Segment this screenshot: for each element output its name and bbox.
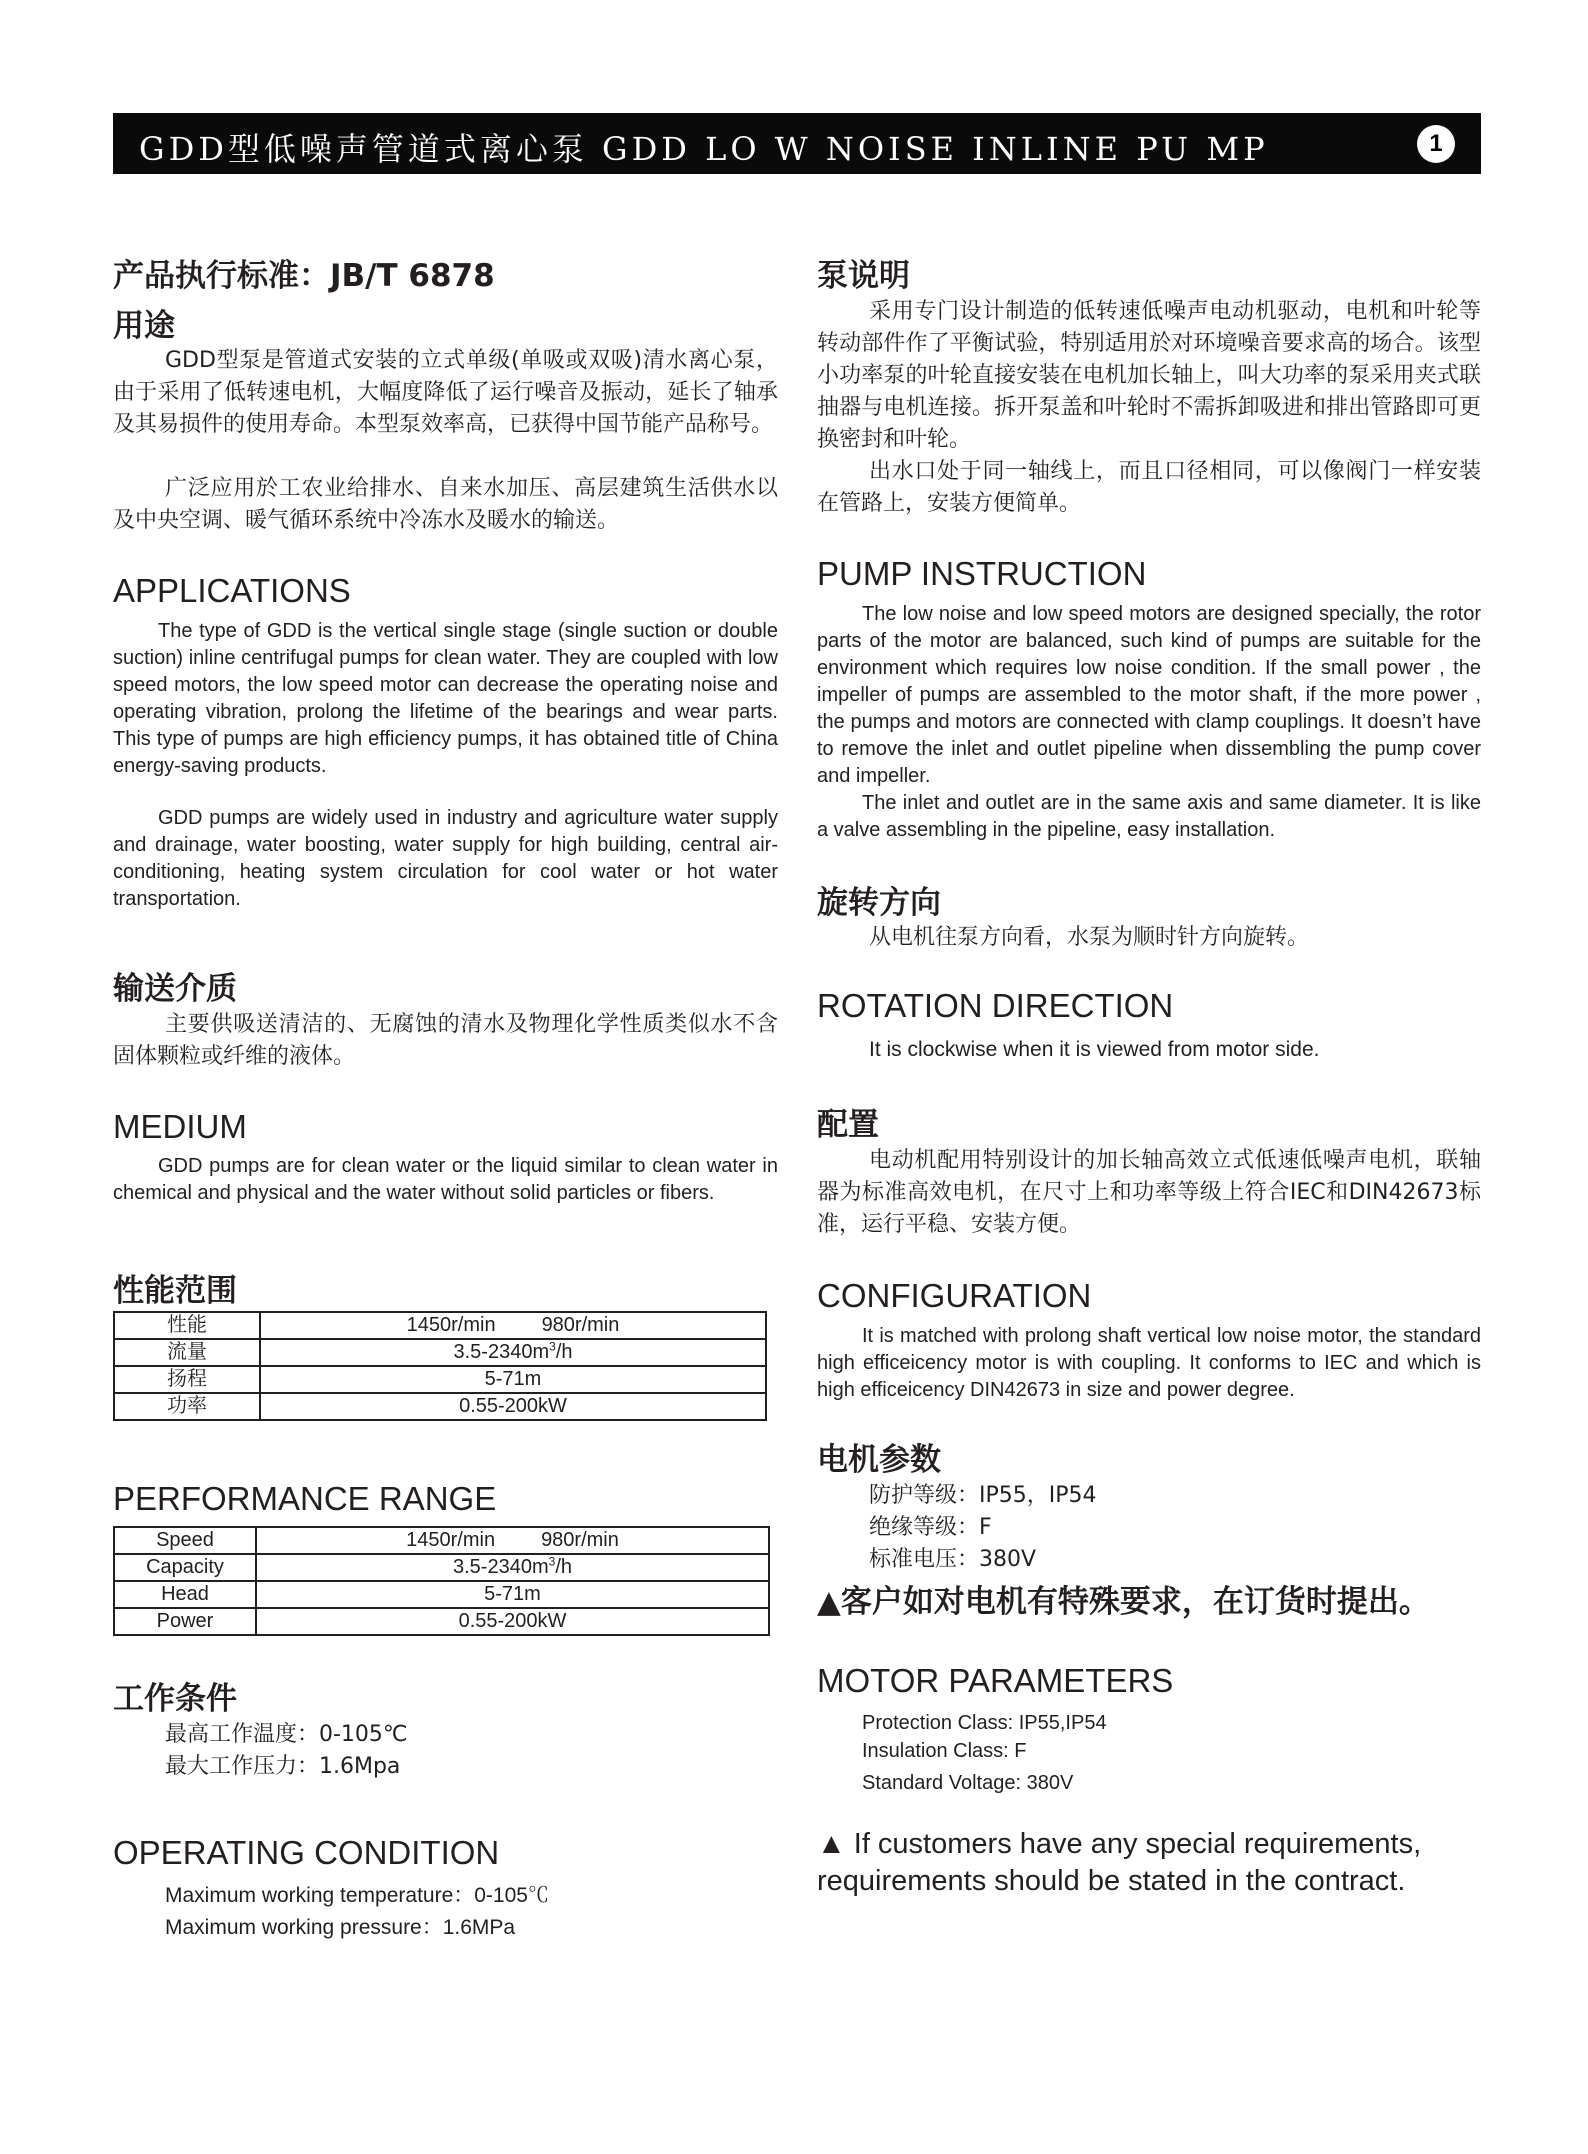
table-cell-label: Head <box>114 1581 256 1608</box>
table-cell-label: 功率 <box>114 1393 260 1420</box>
medium-zh-heading: 输送介质 <box>113 971 237 1007</box>
applications-heading: APPLICATIONS <box>113 572 351 609</box>
pump-zh-paragraph-2: 出水口处于同一轴线上，而且口径相同，可以像阀门一样安装在管路上，安装方便简单。 <box>817 459 1481 516</box>
motor-zh-voltage: 标准电压：380V <box>869 1547 1037 1572</box>
performance-zh-heading: 性能范围 <box>113 1273 237 1309</box>
motor-zh-heading: 电机参数 <box>817 1442 941 1478</box>
motor-en-heading: MOTOR PARAMETERS <box>817 1662 1174 1699</box>
table-row <box>114 1527 769 1554</box>
motor-zh-insulation: 绝缘等级：F <box>869 1515 992 1540</box>
applications-paragraph-1: The type of GDD is the vertical single stage (single suction or double suction) inline centrifugal pumps for clean water. They are coupled with low speed motors, the low speed motor can decrease the operating noise and operating vibration, prolong the lifetime of the bearings and wear parts. This type of pumps are high efficiency pumps, it has obtained title of China energy-saving products. <box>113 620 778 777</box>
table-cell-label: Power <box>114 1608 256 1635</box>
config-zh-paragraph: 电动机配用特别设计的加长轴高效立式低速低噪声电机，联轴器为标准高效电机，在尺寸上和功率等级上符合IEC和DIN42673标准，运行平稳、安装方便。 <box>817 1148 1481 1237</box>
notice-en: ▲ If customers have any special requirements, requirements should be stated in the contract. <box>817 1828 1422 1897</box>
performance-zh-table <box>113 1311 767 1421</box>
motor-en-voltage: Standard Voltage: 380V <box>862 1772 1074 1794</box>
table-cell-label: Capacity <box>114 1554 256 1581</box>
medium-en-heading: MEDIUM <box>113 1108 247 1145</box>
usage-paragraph-2: 广泛应用於工农业给排水、自来水加压、高层建筑生活供水以及中央空调、暖气循环系统中冷冻水及暖水的输送。 <box>113 476 778 533</box>
table-cell-value: $3.5-2340m^3/h$ <box>256 1554 769 1581</box>
pump-zh-paragraph-1: 采用专门设计制造的低转速低噪声电动机驱动，电机和叶轮等转动部件作了平衡试验，特别适用於对环境噪音要求高的场合。该型小功率泵的叶轮直接安装在电机加长轴上，叫大功率的泵采用夹式联抽器与电机连接。拆开泵盖和叶轮时不需拆卸吸进和排出管路即可更换密封和叶轮。 <box>817 299 1481 452</box>
medium-en-paragraph: GDD pumps are for clean water or the liquid similar to clean water in chemical and physical and the water without solid particles or fibers. <box>113 1155 778 1204</box>
table-cell-label: 性能 <box>114 1312 260 1339</box>
motor-zh-protection: 防护等级：IP55，IP54 <box>869 1483 1097 1508</box>
table-cell-label: 流量 <box>114 1339 260 1366</box>
table-row <box>114 1608 769 1635</box>
table-cell-value: $3.5-2340m^3/h$ <box>260 1339 766 1366</box>
table-row <box>114 1366 766 1393</box>
table-cell-value: 5-71m <box>260 1366 766 1393</box>
motor-en-protection: Protection Class: IP55,IP54 <box>862 1712 1107 1734</box>
standard-heading: 产品执行标准：JB/T 6878 <box>113 258 495 294</box>
performance-en-heading: PERFORMANCE RANGE <box>113 1480 497 1517</box>
notice-zh: ▲客户如对电机有特殊要求，在订货时提出。 <box>817 1584 1430 1620</box>
pump-en-paragraph-2: The inlet and outlet are in the same axis and same diameter. It is like a valve assembling in the pipeline, easy installation. <box>817 792 1481 841</box>
table-cell-value: 0.55-200kW <box>256 1608 769 1635</box>
table-row <box>114 1581 769 1608</box>
condition-en-heading: OPERATING CONDITION <box>113 1834 500 1871</box>
rotation-zh-heading: 旋转方向 <box>817 885 941 921</box>
usage-paragraph-1: GDD型泵是管道式安装的立式单级(单吸或双吸)清水离心泵，由于采用了低转速电机，大幅度降低了运行噪音及振动，延长了轴承及其易损件的使用寿命。本型泵效率高，已获得中国节能产品称号。 <box>113 348 778 437</box>
condition-zh-temperature: 最高工作温度：0-105℃ <box>165 1722 408 1747</box>
table-cell-value: 0.55-200kW <box>260 1393 766 1420</box>
config-zh-heading: 配置 <box>817 1107 879 1143</box>
table-row <box>114 1393 766 1420</box>
usage-heading: 用途 <box>113 308 175 344</box>
config-en-paragraph: It is matched with prolong shaft vertical low noise motor, the standard high efficeicency motor is with coupling. It conforms to IEC and which is high efficeicency DIN42673 in size and power degree. <box>817 1325 1481 1401</box>
motor-en-insulation: Insulation Class: F <box>862 1740 1027 1762</box>
header-bar <box>113 113 1481 174</box>
rotation-zh-text: 从电机往泵方向看，水泵为顺时针方向旋转。 <box>869 925 1310 950</box>
table-cell-speeds: 1450r/min 980r/min <box>256 1527 769 1554</box>
applications-paragraph-2: GDD pumps are widely used in industry and agriculture water supply and drainage, water boosting, water supply for high building, central air-conditioning, heating system circulation for cool water or hot water transportation. <box>113 807 778 910</box>
pump-zh-heading: 泵说明 <box>817 258 910 294</box>
pump-en-heading: PUMP INSTRUCTION <box>817 555 1147 592</box>
condition-en-pressure: Maximum working pressure：1.6MPa <box>165 1916 516 1939</box>
table-row <box>114 1339 766 1366</box>
medium-zh-paragraph: 主要供吸送清洁的、无腐蚀的清水及物理化学性质类似水不含固体颗粒或纤维的液体。 <box>113 1012 778 1069</box>
table-cell-value: 5-71m <box>256 1581 769 1608</box>
table-cell-speeds: 1450r/min 980r/min <box>260 1312 766 1339</box>
table-row <box>114 1554 769 1581</box>
table-cell-label: Speed <box>114 1527 256 1554</box>
config-en-heading: CONFIGURATION <box>817 1277 1092 1314</box>
performance-en-table <box>113 1526 770 1636</box>
condition-zh-heading: 工作条件 <box>113 1681 237 1717</box>
condition-zh-pressure: 最大工作压力：1.6Mpa <box>165 1754 401 1779</box>
table-row <box>114 1312 766 1339</box>
page-number-badge: 1 <box>1417 125 1455 163</box>
header-title: GDD型低噪声管道式离心泵 GDD LO W NOISE INLINE PU MP <box>139 130 1269 168</box>
condition-en-temperature: Maximum working temperature：0-105℃ <box>165 1884 549 1907</box>
table-cell-label: 扬程 <box>114 1366 260 1393</box>
rotation-en-heading: ROTATION DIRECTION <box>817 987 1174 1024</box>
pump-en-paragraph-1: The low noise and low speed motors are designed specially, the rotor parts of the motor are balanced, such kind of pumps are suitable for the environment which requires low noise condition. If the small power , the impeller of pumps are assembled to the motor shaft, if the more power , the pumps and motors are connected with clamp couplings. It doesn’t have to remove the inlet and outlet pipeline when dissembling the pump cover and impeller. <box>817 603 1481 787</box>
rotation-en-text: It is clockwise when it is viewed from motor side. <box>869 1038 1320 1061</box>
